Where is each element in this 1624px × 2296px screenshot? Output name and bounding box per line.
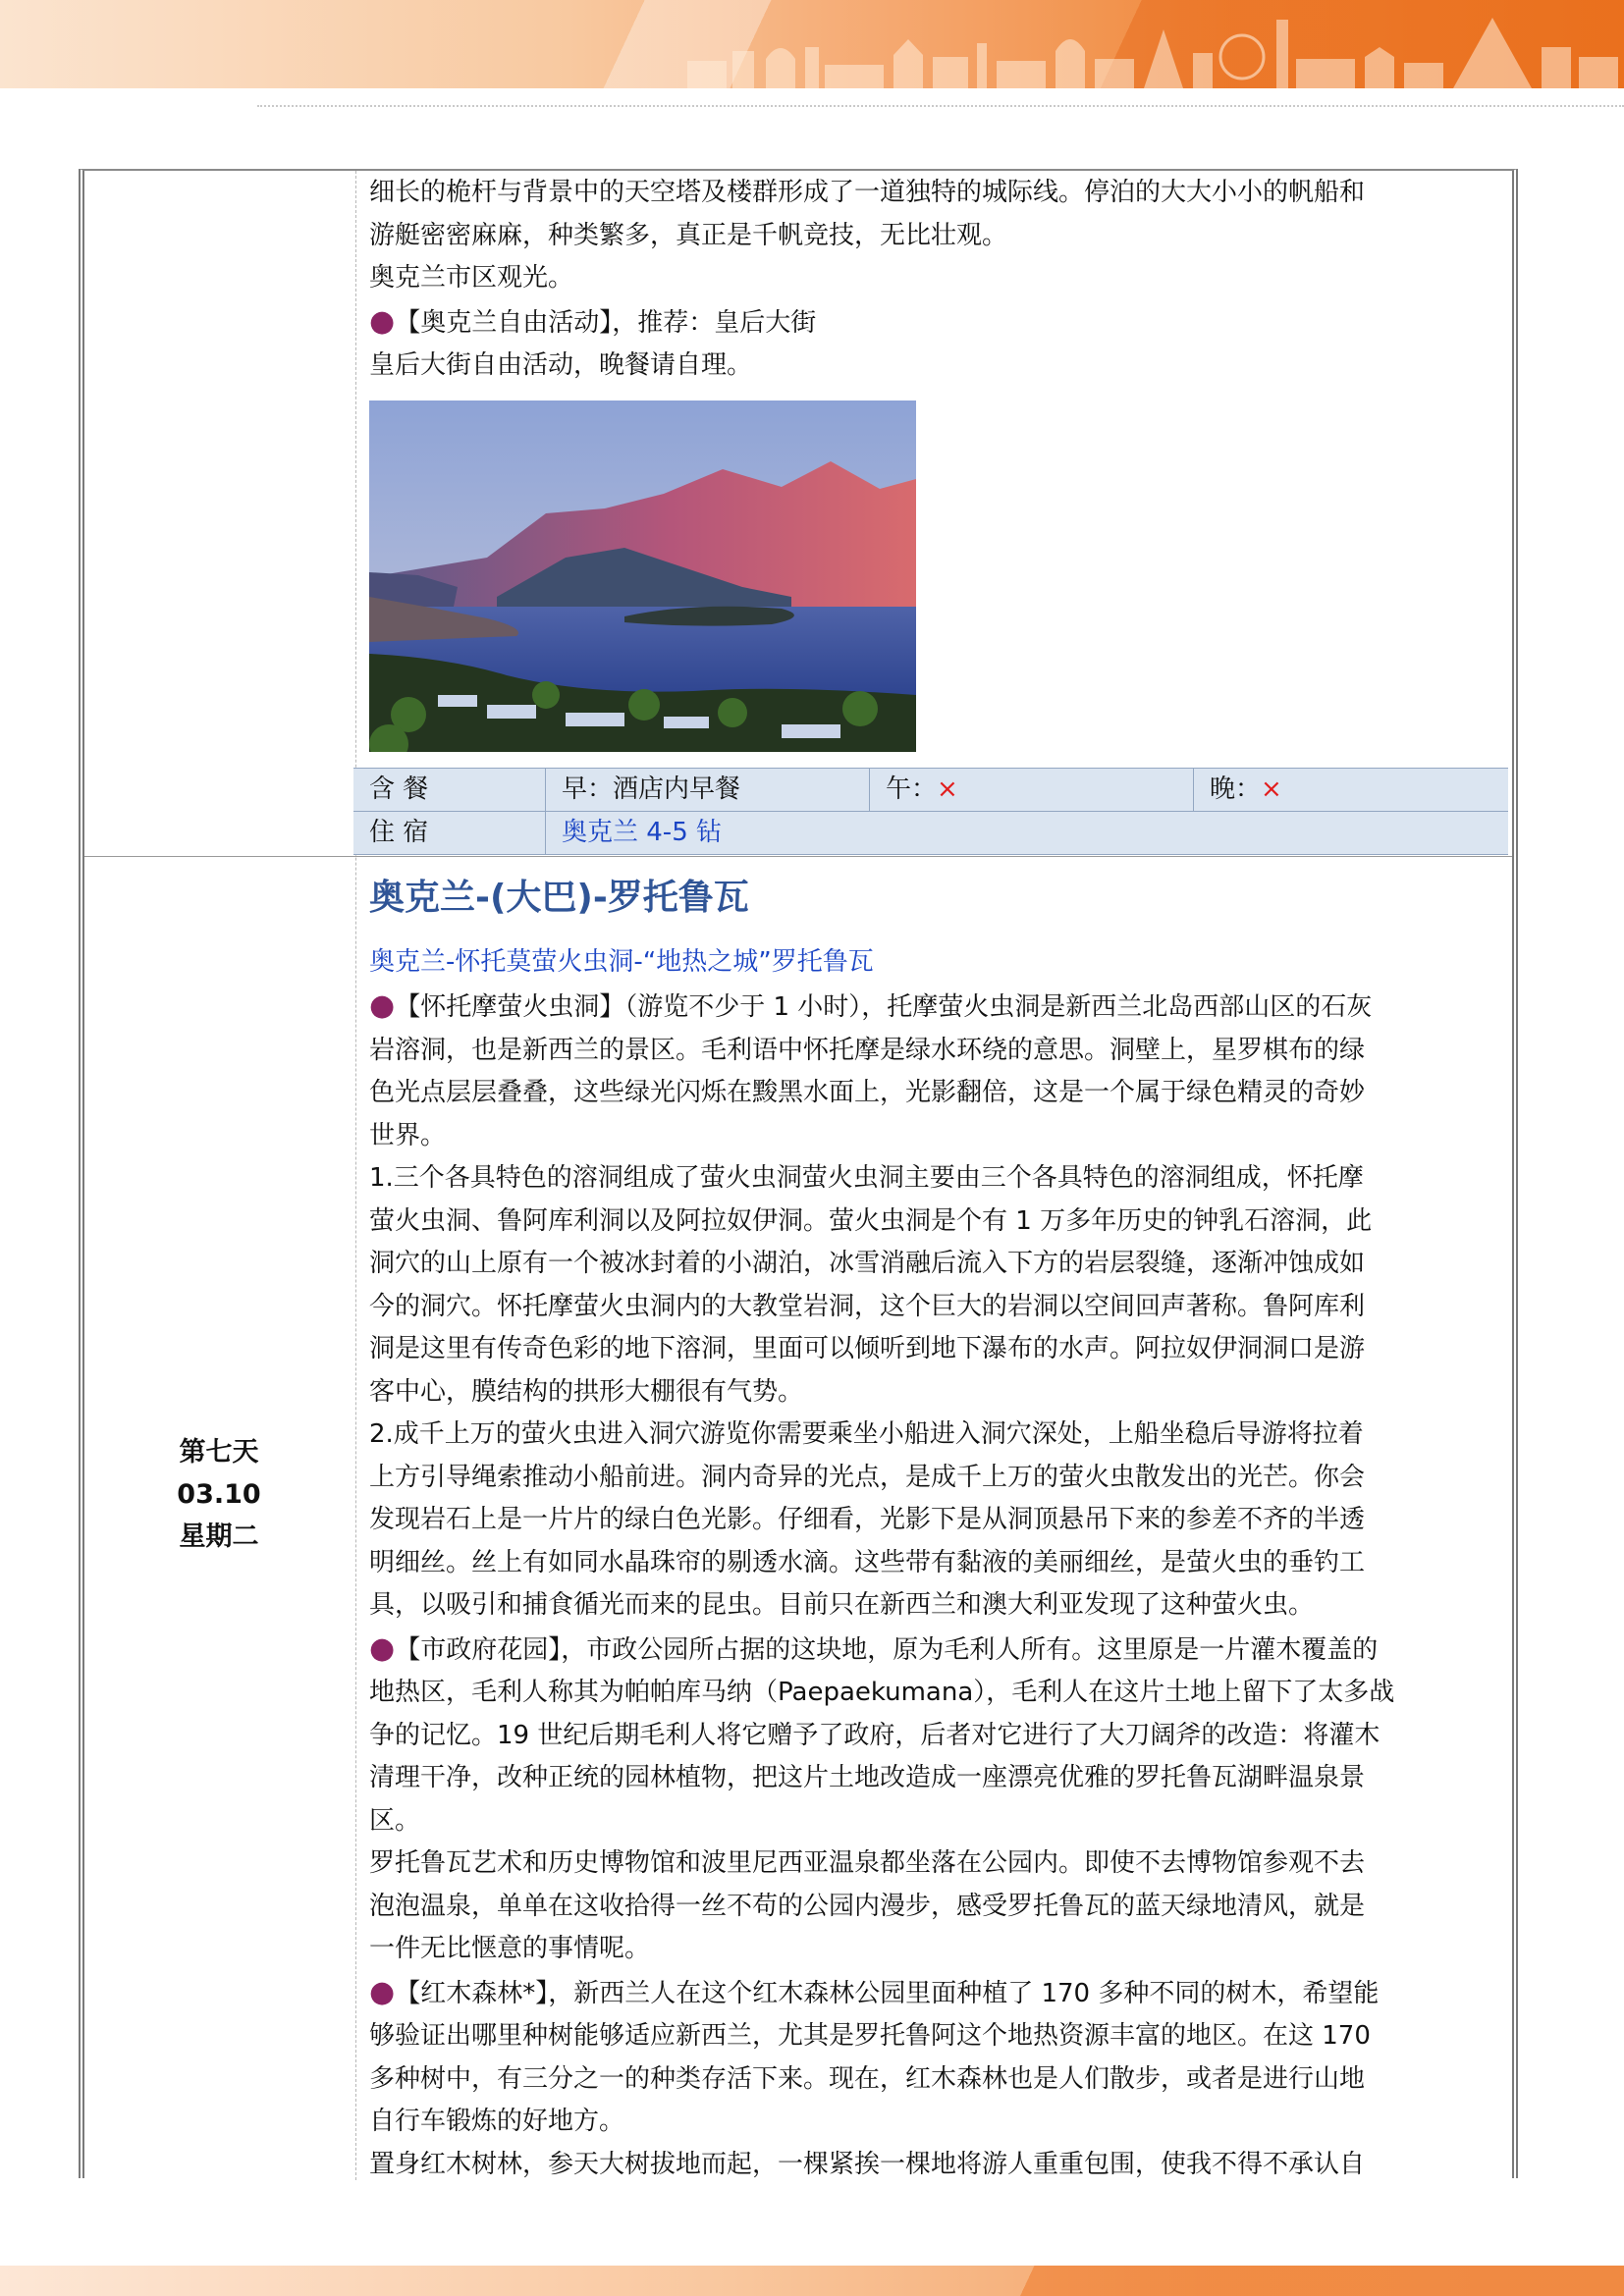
activity-heading: ●【奥克兰自由活动】，推荐：皇后大街 (369, 303, 817, 339)
text-line: 世界。 (369, 1120, 447, 1150)
cross-icon: × (937, 774, 958, 804)
hotel-value: 奥克兰 4-5 钻 (562, 818, 722, 847)
row-divider (84, 856, 1512, 857)
text-line: 一件无比惬意的事情呢。 (369, 1934, 651, 1963)
text-line: 区。 (369, 1805, 421, 1836)
bullet-icon: ● (369, 303, 396, 339)
redwood-heading: ●【红木森林*】，新西兰人在这个红木森林公园里面种植了 170 多种不同的树木，希望能 (369, 1974, 1380, 2009)
day7-content (369, 985, 1498, 2186)
text-line: 游艇密密麻麻，种类繁多，真正是千帆竞技，无比壮观。 (369, 220, 1008, 250)
text-line: 洞穴的山上原有一个被冰封着的小湖泊，冰雪消融后流入下方的岩层裂缝，逐渐冲蚀成如 (369, 1249, 1366, 1278)
lunch-cell: 午：× (870, 769, 1194, 811)
text-line: 岩溶洞，也是新西兰的景区。毛利语中怀托摩是绿水环绕的意思。洞壁上，星罗棋布的绿 (369, 1035, 1366, 1065)
text-line: 清理干净，改种正统的园林植物，把这片土地改造成一座漂亮优雅的罗托鲁瓦湖畔温泉景 (369, 1763, 1366, 1792)
text-line: 上方引导绳索推动小船前进。洞内奇异的光点，是成千上万的萤火虫散发出的光芒。你会 (369, 1462, 1366, 1492)
text-line: 洞是这里有传奇色彩的地下溶洞，里面可以倾听到地下瀑布的水声。阿拉奴伊洞洞口是游 (369, 1334, 1366, 1363)
previous-day-content (369, 172, 1498, 388)
text-line: 地热区，毛利人称其为帕帕库马纳（Paepaekumana），毛利人在这片土地上留下了太多战 (369, 1678, 1395, 1707)
bullet-icon: ● (369, 1630, 396, 1666)
text-line: 色光点层层叠叠，这些绿光闪烁在黢黑水面上，光影翻倍，这是一个属于绿色精灵的奇妙 (369, 1078, 1366, 1107)
bullet-icon: ● (369, 988, 396, 1023)
text-line: 明细丝。丝上有如同水晶珠帘的剔透水滴。这些带有黏液的美丽细丝，是萤火虫的垂钓工 (369, 1547, 1366, 1577)
activity-description: 皇后大街自由活动，晚餐请自理。 (369, 350, 753, 380)
lake-mountain-photo (369, 400, 916, 752)
garden-heading: ●【市政府花园】，市政公园所占据的这块地，原为毛利人所有。这里原是一片灌木覆盖的 (369, 1630, 1379, 1666)
text-line: 1.三个各具特色的溶洞组成了萤火虫洞萤火虫洞主要由三个各具特色的溶洞组成，怀托摩 (369, 1163, 1364, 1193)
text-line: 细长的桅杆与背景中的天空塔及楼群形成了一道独特的城际线。停泊的大大小小的帆船和 (369, 178, 1366, 207)
text-line: 泡泡温泉，单单在这收拾得一丝不苟的公园内漫步，感受罗托鲁瓦的蓝天绿地清风，就是 (369, 1891, 1366, 1921)
hotel-row (353, 812, 1508, 855)
text-line: 够验证出哪里种树能够适应新西兰，尤其是罗托鲁阿这个地热资源丰富的地区。在这 170 (369, 2021, 1371, 2051)
column-divider (355, 171, 356, 2180)
city-skyline-illustration (668, 0, 1624, 88)
text-line: 置身红木树林，参天大树拔地而起，一棵紧挨一棵地将游人重重包围，使我不得不承认自 (369, 2149, 1366, 2179)
text-line: 多种树中，有三分之一的种类存活下来。现在，红木森林也是人们散步，或者是进行山地 (369, 2063, 1366, 2094)
text-line: 发现岩石上是一片片的绿白色光影。仔细看，光影下是从洞顶悬吊下来的参差不齐的半透 (369, 1505, 1366, 1534)
text-line: 2.成千上万的萤火虫进入洞穴游览你需要乘坐小船进入洞穴深处，上船坐稳后导游将拉着 (369, 1419, 1364, 1449)
cross-icon: × (1261, 774, 1282, 804)
text-line: 今的洞穴。怀托摩萤火虫洞内的大教堂岩洞，这个巨大的岩洞以空间回声著称。鲁阿库利 (369, 1291, 1366, 1321)
text-line: 争的记忆。19 世纪后期毛利人将它赠予了政府，后者对它进行了大刀阔斧的改造：将灌木 (369, 1720, 1380, 1750)
day-weekday: 星期二 (179, 1522, 259, 1552)
footer-dark-band (982, 2266, 1624, 2296)
breakfast-cell: 早：酒店内早餐 (546, 769, 870, 811)
text-line: 自行车锻炼的好地方。 (369, 2107, 625, 2136)
day-title: 奥克兰-(大巴)-罗托鲁瓦 (369, 878, 749, 918)
header-dotted-line (257, 105, 1624, 107)
text-line: 萤火虫洞、鲁阿库利洞以及阿拉奴伊洞。萤火虫洞是个有 1 万多年历史的钟乳石溶洞，此 (369, 1205, 1373, 1236)
day-name: 第七天 (179, 1437, 259, 1468)
text-line: 客中心，膜结构的拱形大棚很有气势。 (369, 1376, 804, 1407)
meal-hotel-band (353, 768, 1508, 855)
day-date: 03.10 (177, 1479, 261, 1510)
bullet-icon: ● (369, 1974, 396, 2009)
glowworm-heading: ●【怀托摩萤火虫洞】（游览不少于 1 小时），托摩萤火虫洞是新西兰北岛西部山区的石灰 (369, 988, 1373, 1023)
meals-row (353, 769, 1508, 812)
hotel-label: 住 宿 (353, 812, 546, 854)
text-line: 具，以吸引和捕食循光而来的昆虫。目前只在新西兰和澳大利亚发现了这种萤火虫。 (369, 1590, 1315, 1620)
meals-label: 含 餐 (353, 769, 546, 811)
footer-banner (0, 2266, 1624, 2296)
day-label (88, 1431, 350, 1558)
header-banner (0, 0, 1624, 88)
day-route: 奥克兰-怀托莫萤火虫洞-“地热之城”罗托鲁瓦 (369, 947, 874, 977)
dinner-cell: 晚：× (1210, 774, 1282, 804)
text-line: 罗托鲁瓦艺术和历史博物馆和波里尼西亚温泉都坐落在公园内。即使不去博物馆参观不去 (369, 1848, 1366, 1878)
text-line: 奥克兰市区观光。 (369, 263, 574, 293)
